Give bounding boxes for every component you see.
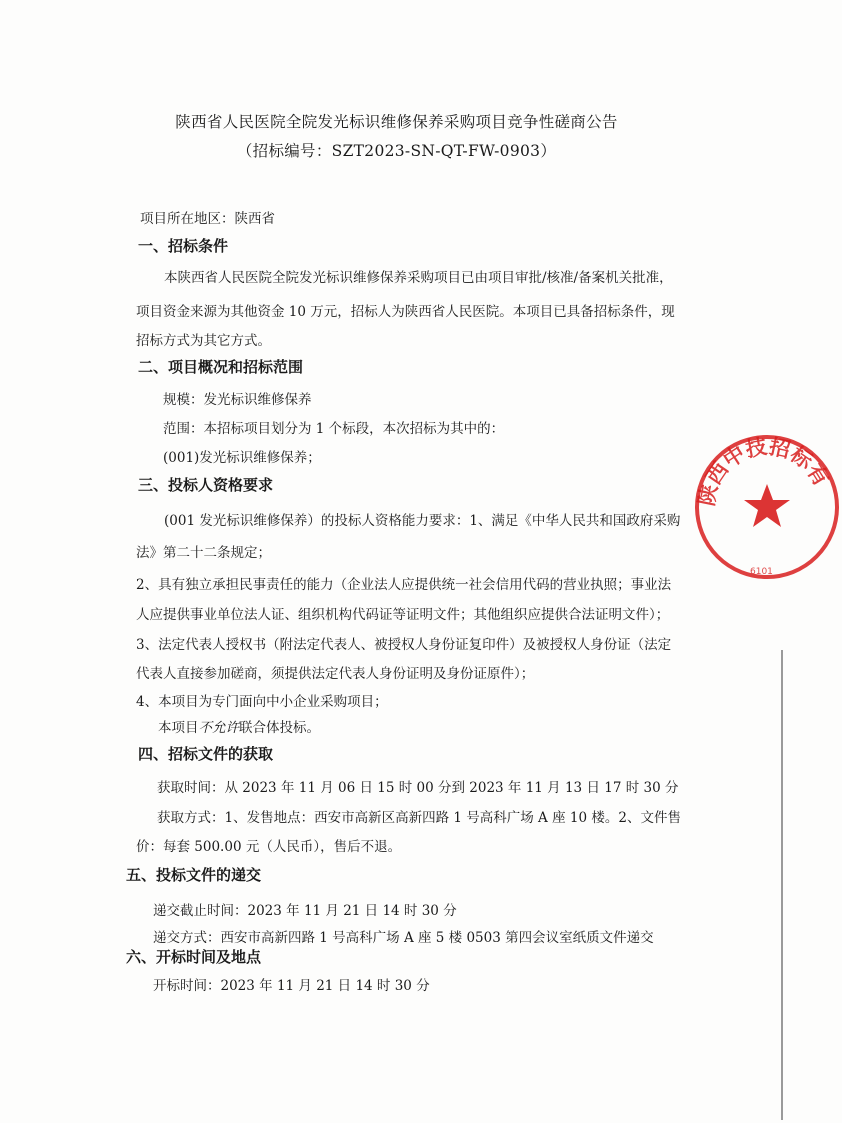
project-region: 项目所在地区：陕西省 bbox=[140, 211, 275, 227]
svg-text:6101: 6101 bbox=[750, 567, 773, 577]
s3-qualification-4: 4、本项目为专门面向中小企业采购项目； bbox=[136, 694, 388, 710]
s1-paragraph-line-2: 项目资金来源为其他资金 10 万元，招标人为陕西省人民医院。本项目已具备招标条件，现 bbox=[136, 304, 675, 320]
s3-qualification-2b: 人应提供事业单位法人证、组织机构代码证等证明文件；其他组织应提供合法证明文件）； bbox=[136, 607, 670, 623]
s3-qualification-3b: 代表人直接参加磋商，须提供法定代表人身份证明及身份证原件）； bbox=[136, 666, 535, 682]
s3-consortium-pre: 本项目 bbox=[158, 720, 199, 736]
s3-qualification-3a: 3、法定代表人授权书（附法定代表人、被授权人身份证复印件）及被授权人身份证（法定 bbox=[136, 637, 672, 653]
section-heading-4: 四、招标文件的获取 bbox=[138, 745, 274, 763]
section-heading-3: 三、投标人资格要求 bbox=[138, 476, 274, 494]
svg-text:陕西中技招标有: 陕西中技招标有 bbox=[694, 434, 834, 508]
s3-consortium-post: 联合体投标。 bbox=[239, 720, 320, 736]
tender-number: （招标编号：SZT2023-SN-QT-FW-0903） bbox=[236, 142, 557, 160]
s6-open-time: 开标时间：2023 年 11 月 21 日 14 时 30 分 bbox=[153, 978, 430, 994]
s3-consortium-line bbox=[158, 716, 320, 736]
s2-scope: 范围：本招标项目划分为 1 个标段，本次招标为其中的： bbox=[163, 421, 505, 437]
section-heading-6: 六、开标时间及地点 bbox=[126, 948, 262, 966]
section-heading-1: 一、招标条件 bbox=[138, 237, 229, 255]
s3-qualification-1b: 法》第二十二条规定； bbox=[136, 545, 271, 561]
s5-submit-method: 递交方式：西安市高新四路 1 号高科广场 A 座 5 楼 0503 第四会议室纸质文件递交 bbox=[153, 930, 654, 946]
s4-obtain-method-a: 获取方式：1、发售地点：西安市高新区高新四路 1 号高科广场 A 座 10 楼。2、文件售 bbox=[157, 810, 681, 826]
scan-edge-line bbox=[781, 650, 783, 1120]
company-seal-stamp bbox=[692, 432, 842, 582]
s2-lot: (001)发光标识维修保养； bbox=[163, 450, 321, 466]
s2-scale: 规模：发光标识维修保养 bbox=[163, 392, 312, 408]
s5-deadline: 递交截止时间：2023 年 11 月 21 日 14 时 30 分 bbox=[153, 903, 457, 919]
s3-qualification-1a: (001 发光标识维修保养）的投标人资格能力要求：1、满足《中华人民共和国政府采购 bbox=[164, 513, 681, 529]
s4-obtain-time: 获取时间：从 2023 年 11 月 06 日 15 时 00 分到 2023 年 11 月 13 日 17 时 30 分 bbox=[157, 780, 679, 796]
s3-qualification-2a: 2、具有独立承担民事责任的能力（企业法人应提供统一社会信用代码的营业执照；事业法 bbox=[136, 577, 672, 593]
s1-paragraph-line-3: 招标方式为其它方式。 bbox=[136, 333, 271, 349]
s4-obtain-method-b: 价：每套 500.00 元（人民币），售后不退。 bbox=[136, 839, 402, 855]
document-title: 陕西省人民医院全院发光标识维修保养采购项目竞争性磋商公告 bbox=[175, 113, 618, 131]
s1-paragraph-line-1: 本陕西省人民医院全院发光标识维修保养采购项目已由项目审批/核准/备案机关批准， bbox=[164, 270, 673, 286]
s3-consortium-handwritten: 不允许 bbox=[198, 720, 239, 736]
section-heading-2: 二、项目概况和招标范围 bbox=[138, 358, 304, 376]
section-heading-5: 五、投标文件的递交 bbox=[126, 866, 262, 884]
